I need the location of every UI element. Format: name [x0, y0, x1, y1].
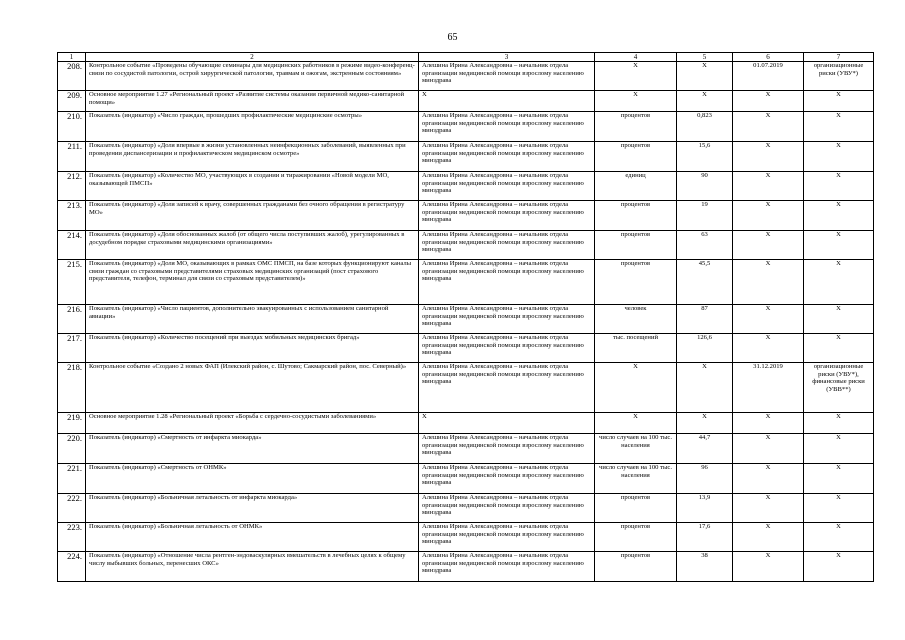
description-cell: Показатель (индикатор) «Количество посещений при выездах мобильных медицинских бригад» [86, 334, 419, 363]
description-cell: Показатель (индикатор) «Число граждан, прошедших профилактические медицинские осмотры» [86, 112, 419, 142]
date-cell: X [733, 260, 804, 305]
risk-cell: X [804, 413, 874, 434]
responsible-cell: Алешина Ирина Александровна – начальник отдела организации медицинской помощи взрослому населению минздрава [419, 142, 595, 172]
responsible-cell: Алешина Ирина Александровна – начальник отдела организации медицинской помощи взрослому населению минздрава [419, 552, 595, 582]
value-cell: X [677, 62, 733, 91]
table-row [58, 112, 874, 142]
row-number-cell: 209. [58, 91, 86, 112]
risk-cell: X [804, 112, 874, 142]
responsible-cell: Алешина Ирина Александровна – начальник отдела организации медицинской помощи взрослому населению минздрава [419, 172, 595, 201]
table-row [58, 552, 874, 582]
value-cell: X [677, 363, 733, 413]
row-number-cell: 210. [58, 112, 86, 142]
header-cell: 3 [419, 53, 595, 62]
row-number-cell: 215. [58, 260, 86, 305]
unit-cell: процентов [595, 112, 677, 142]
risk-cell: X [804, 91, 874, 112]
table-row [58, 413, 874, 434]
description-cell: Показатель (индикатор) «Больничная летальность от ОНМК» [86, 523, 419, 552]
description-cell: Основное мероприятие 1.27 «Региональный проект «Развитие системы оказания первичной медико-санитарной помощи» [86, 91, 419, 112]
date-cell: X [733, 201, 804, 231]
unit-cell: процентов [595, 142, 677, 172]
description-cell: Показатель (индикатор) «Отношение числа рентген-эндоваскулярных вмешательств в лечебных целях к общему числу выбывших больных, перенесших ОКС» [86, 552, 419, 582]
unit-cell: процентов [595, 523, 677, 552]
description-cell: Показатель (индикатор) «Доля МО, оказывающих в рамках ОМС ПМСП, на базе которых функционируют каналы связи граждан со страховыми представителями страховых медицинских организаций (пост страхового представителя, телефон, терминал для связи со страховым представителем)» [86, 260, 419, 305]
unit-cell: единиц [595, 172, 677, 201]
responsible-cell: X [419, 91, 595, 112]
risk-cell: X [804, 305, 874, 334]
row-number-cell: 217. [58, 334, 86, 363]
value-cell: 13,9 [677, 494, 733, 523]
description-cell: Контрольное событие «Создано 2 новых ФАП (Илекский район, с. Шутово; Сакмарский район, пос. Северный)» [86, 363, 419, 413]
unit-cell: человек [595, 305, 677, 334]
row-number-cell: 219. [58, 413, 86, 434]
date-cell: X [733, 552, 804, 582]
date-cell: X [733, 112, 804, 142]
value-cell: X [677, 91, 733, 112]
row-number-cell: 221. [58, 464, 86, 494]
risk-cell: X [804, 142, 874, 172]
unit-cell: процентов [595, 201, 677, 231]
unit-cell: X [595, 363, 677, 413]
responsible-cell: Алешина Ирина Александровна – начальник отдела организации медицинской помощи взрослому населению минздрава [419, 62, 595, 91]
responsible-cell: Алешина Ирина Александровна – начальник отдела организации медицинской помощи взрослому населению минздрава [419, 260, 595, 305]
date-cell: X [733, 142, 804, 172]
table-row [58, 62, 874, 91]
table-row [58, 142, 874, 172]
responsible-cell: Алешина Ирина Александровна – начальник отдела организации медицинской помощи взрослому населению минздрава [419, 464, 595, 494]
responsible-cell: Алешина Ирина Александровна – начальник отдела организации медицинской помощи взрослому населению минздрава [419, 363, 595, 413]
date-cell: 31.12.2019 [733, 363, 804, 413]
row-number-cell: 224. [58, 552, 86, 582]
description-cell: Показатель (индикатор) «Смертность от инфаркта миокарда» [86, 434, 419, 464]
value-cell: 17,6 [677, 523, 733, 552]
date-cell: X [733, 91, 804, 112]
table-row [58, 91, 874, 112]
table-row [58, 523, 874, 552]
value-cell: 87 [677, 305, 733, 334]
risk-cell: организационные риски (УВУ*), финансовые риски (УВВ**) [804, 363, 874, 413]
responsible-cell: Алешина Ирина Александровна – начальник отдела организации медицинской помощи взрослому населению минздрава [419, 434, 595, 464]
row-number-cell: 211. [58, 142, 86, 172]
value-cell: 15,6 [677, 142, 733, 172]
description-cell: Показатель (индикатор) «Смертность от ОНМК» [86, 464, 419, 494]
description-cell: Показатель (индикатор) «Доля впервые в жизни установленных неинфекционных заболеваний, выявленных при проведении диспансеризации и профилактическом медицинском осмотре» [86, 142, 419, 172]
table-row [58, 334, 874, 363]
table-row [58, 201, 874, 231]
table-row [58, 305, 874, 334]
risk-cell: X [804, 172, 874, 201]
date-cell: X [733, 334, 804, 363]
responsible-cell: Алешина Ирина Александровна – начальник отдела организации медицинской помощи взрослому населению минздрава [419, 523, 595, 552]
responsible-cell: Алешина Ирина Александровна – начальник отдела организации медицинской помощи взрослому населению минздрава [419, 334, 595, 363]
responsible-cell: X [419, 413, 595, 434]
unit-cell: X [595, 413, 677, 434]
value-cell: 96 [677, 464, 733, 494]
unit-cell: число случаев на 100 тыс. населения [595, 434, 677, 464]
page-number: 65 [447, 32, 458, 43]
description-cell: Показатель (индикатор) «Число пациентов, дополнительно эвакуированных с использованием санитарной авиации» [86, 305, 419, 334]
header-row [58, 53, 874, 62]
table-row [58, 363, 874, 413]
unit-cell: процентов [595, 494, 677, 523]
date-cell: X [733, 305, 804, 334]
description-cell: Показатель (индикатор) «Больничная летальность от инфаркта миокарда» [86, 494, 419, 523]
table-row [58, 260, 874, 305]
risk-cell: X [804, 231, 874, 260]
description-cell: Показатель (индикатор) «Количество МО, участвующих в создании и тиражировании «Новой модели МО, оказывающей ПМСП» [86, 172, 419, 201]
value-cell: 126,6 [677, 334, 733, 363]
unit-cell: процентов [595, 552, 677, 582]
responsible-cell: Алешина Ирина Александровна – начальник отдела организации медицинской помощи взрослому населению минздрава [419, 112, 595, 142]
table-row [58, 231, 874, 260]
table-row [58, 172, 874, 201]
risk-cell: X [804, 552, 874, 582]
table-row [58, 464, 874, 494]
description-cell: Показатель (индикатор) «Доля обоснованных жалоб (от общего числа поступивших жалоб), урегулированных в досудебном порядке страховыми медицинскими организациями» [86, 231, 419, 260]
description-cell: Контрольное событие «Проведены обучающие семинары для медицинских работников в режиме видео-конференц-связи по сосудистой патологии, острой хирургической патологии, травмам и ожогам, экстренным состояниям» [86, 62, 419, 91]
header-cell: 4 [595, 53, 677, 62]
header-cell: 6 [733, 53, 804, 62]
risk-cell: X [804, 494, 874, 523]
risk-cell: X [804, 434, 874, 464]
date-cell: X [733, 172, 804, 201]
value-cell: 63 [677, 231, 733, 260]
responsible-cell: Алешина Ирина Александровна – начальник отдела организации медицинской помощи взрослому населению минздрава [419, 494, 595, 523]
header-cell: 5 [677, 53, 733, 62]
row-number-cell: 220. [58, 434, 86, 464]
row-number-cell: 208. [58, 62, 86, 91]
header-cell: 2 [86, 53, 419, 62]
unit-cell: X [595, 62, 677, 91]
header-cell: 7 [804, 53, 874, 62]
date-cell: 01.07.2019 [733, 62, 804, 91]
responsible-cell: Алешина Ирина Александровна – начальник отдела организации медицинской помощи взрослому населению минздрава [419, 231, 595, 260]
unit-cell: число случаев на 100 тыс. населения [595, 464, 677, 494]
responsible-cell: Алешина Ирина Александровна – начальник отдела организации медицинской помощи взрослому населению минздрава [419, 201, 595, 231]
table-row [58, 494, 874, 523]
value-cell: 0,823 [677, 112, 733, 142]
unit-cell: процентов [595, 231, 677, 260]
date-cell: X [733, 434, 804, 464]
data-table [57, 52, 874, 582]
row-number-cell: 213. [58, 201, 86, 231]
description-cell: Показатель (индикатор) «Доля записей к врачу, совершенных гражданами без очного обращения в регистратуру МО» [86, 201, 419, 231]
risk-cell: X [804, 260, 874, 305]
row-number-cell: 223. [58, 523, 86, 552]
value-cell: 44,7 [677, 434, 733, 464]
date-cell: X [733, 523, 804, 552]
date-cell: X [733, 494, 804, 523]
row-number-cell: 216. [58, 305, 86, 334]
responsible-cell: Алешина Ирина Александровна – начальник отдела организации медицинской помощи взрослому населению минздрава [419, 305, 595, 334]
row-number-cell: 212. [58, 172, 86, 201]
date-cell: X [733, 413, 804, 434]
header-cell: 1 [58, 53, 86, 62]
description-cell: Основное мероприятие 1.28 «Региональный проект «Борьба с сердечно-сосудистыми заболеваниями» [86, 413, 419, 434]
risk-cell: X [804, 334, 874, 363]
risk-cell: X [804, 523, 874, 552]
risk-cell: X [804, 201, 874, 231]
value-cell: X [677, 413, 733, 434]
value-cell: 90 [677, 172, 733, 201]
value-cell: 38 [677, 552, 733, 582]
table-row [58, 434, 874, 464]
value-cell: 19 [677, 201, 733, 231]
unit-cell: процентов [595, 260, 677, 305]
unit-cell: тыс. посещений [595, 334, 677, 363]
unit-cell: X [595, 91, 677, 112]
row-number-cell: 214. [58, 231, 86, 260]
date-cell: X [733, 464, 804, 494]
risk-cell: X [804, 464, 874, 494]
row-number-cell: 222. [58, 494, 86, 523]
row-number-cell: 218. [58, 363, 86, 413]
risk-cell: организационные риски (УВУ*) [804, 62, 874, 91]
date-cell: X [733, 231, 804, 260]
value-cell: 45,5 [677, 260, 733, 305]
